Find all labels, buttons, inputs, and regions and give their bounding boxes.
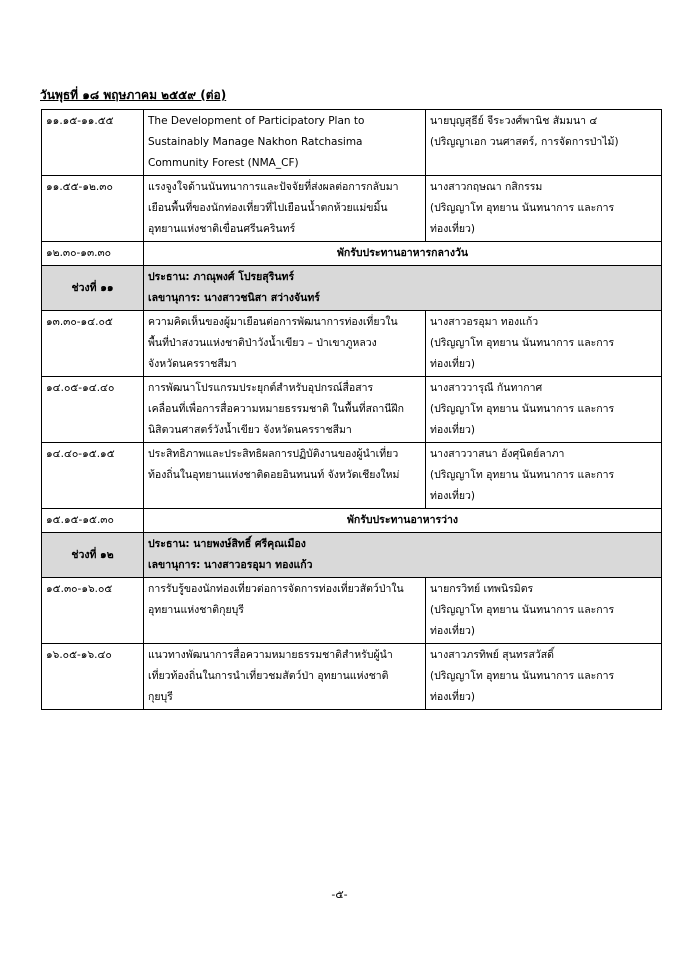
title-line: กุยบุรี [148, 691, 173, 703]
title-line: เคลื่อนที่เพื่อการสื่อความหมายธรรมชาติ ในพื้นที่สถานีฝึก [148, 403, 404, 415]
speaker-line: (ปริญญาโท อุทยาน นันทนาการ และการ [430, 604, 615, 616]
speaker-line: นายบุญสุธีย์ จีระวงศ์พานิช สัมมนา ๔ [430, 115, 598, 127]
table-row [42, 443, 662, 509]
speaker-line: ท่องเที่ยว) [430, 490, 476, 502]
page-number: -๕- [331, 888, 348, 901]
table-row [42, 644, 662, 710]
speaker-line: นางสาวอรอุมา ทองแก้ว [430, 316, 539, 328]
title-line: ความคิดเห็นของผู้มาเยือนต่อการพัฒนาการท่องเที่ยวใน [148, 316, 398, 328]
speaker-line: ท่องเที่ยว) [430, 358, 476, 370]
session-row [42, 533, 662, 578]
title-cell [144, 311, 426, 377]
title-cell [144, 176, 426, 242]
session-name: ช่วงที่ ๑๒ [42, 533, 144, 578]
speaker-cell [426, 176, 662, 242]
title-line: The Development of Participatory Plan to [148, 115, 365, 127]
title-line: เยือนพื้นที่ของนักท่องเที่ยวที่ไปเยือนน้ำตกห้วยแม่ขมิ้น [148, 202, 388, 214]
table-row [42, 311, 662, 377]
speaker-cell [426, 578, 662, 644]
time-cell: ๑๕.๓๐-๑๖.๐๕ [42, 578, 144, 644]
title-line: เที่ยวท้องถิ่นในการนำเที่ยวชมสัตว์ป่า อุทยานแห่งชาติ [148, 670, 389, 682]
title-line: การพัฒนาโปรแกรมประยุกต์สำหรับอุปกรณ์สื่อสาร [148, 382, 374, 394]
break-label: พักรับประทานอาหารกลางวัน [144, 242, 662, 266]
speaker-cell [426, 110, 662, 176]
session-secretary: เลขานุการ: นางสาวอรอุมา ทองแก้ว [148, 559, 313, 571]
session-secretary: เลขานุการ: นางสาวชนิสา สว่างจันทร์ [148, 292, 320, 304]
session-chair: ประธาน: ภาณุพงศ์ โปรยสุรินทร์ [148, 271, 295, 283]
time-cell: ๑๔.๐๕-๑๔.๔๐ [42, 377, 144, 443]
speaker-line: ท่องเที่ยว) [430, 223, 476, 235]
time-cell: ๑๖.๐๕-๑๖.๔๐ [42, 644, 144, 710]
speaker-line: ท่องเที่ยว) [430, 691, 476, 703]
title-line: Sustainably Manage Nakhon Ratchasima [148, 136, 363, 148]
title-line: การรับรู้ของนักท่องเที่ยวต่อการจัดการท่องเที่ยวสัตว์ป่าใน [148, 583, 404, 595]
speaker-line: นายกรวิทย์ เทพนิรมิตร [430, 583, 534, 595]
time-cell: ๑๑.๕๕-๑๒.๓๐ [42, 176, 144, 242]
speaker-cell [426, 644, 662, 710]
time-cell: ๑๔.๔๐-๑๕.๑๕ [42, 443, 144, 509]
speaker-line: (ปริญญาโท อุทยาน นันทนาการ และการ [430, 403, 615, 415]
table-row [42, 176, 662, 242]
session-info [144, 266, 662, 311]
speaker-line: ท่องเที่ยว) [430, 625, 476, 637]
session-row [42, 266, 662, 311]
speaker-line: (ปริญญาโท อุทยาน นันทนาการ และการ [430, 469, 615, 481]
speaker-line: (ปริญญาโท อุทยาน นันทนาการ และการ [430, 670, 615, 682]
break-row [42, 509, 662, 533]
time-cell: ๑๓.๓๐-๑๔.๐๕ [42, 311, 144, 377]
title-line: นิสิตวนศาสตร์วังน้ำเขียว จังหวัดนครราชสีมา [148, 424, 352, 436]
schedule-table [41, 109, 662, 710]
session-name: ช่วงที่ ๑๑ [42, 266, 144, 311]
title-cell [144, 644, 426, 710]
title-line: ท้องถิ่นในอุทยานแห่งชาติดอยอินทนนท์ จังหวัดเชียงใหม่ [148, 469, 400, 481]
session-chair: ประธาน: นายพงษ์สิทธิ์ ศรีคุณเมือง [148, 538, 306, 550]
break-row [42, 242, 662, 266]
title-line: อุทยานแห่งชาติกุยบุรี [148, 604, 244, 616]
title-cell [144, 377, 426, 443]
title-line: จังหวัดนครราชสีมา [148, 358, 237, 370]
title-cell [144, 443, 426, 509]
speaker-line: นางสาววาสนา อังศุนิตย์ลาภา [430, 448, 565, 460]
title-line: แรงจูงใจด้านนันทนาการและปัจจัยที่ส่งผลต่อการกลับมา [148, 181, 399, 193]
speaker-line: นางสาววารุณี กันทากาศ [430, 382, 543, 394]
speaker-line: (ปริญญาเอก วนศาสตร์, การจัดการป่าไม้) [430, 136, 619, 148]
time-cell: ๑๒.๓๐-๑๓.๓๐ [42, 242, 144, 266]
title-cell [144, 110, 426, 176]
title-line: อุทยานแห่งชาติเขื่อนศรีนครินทร์ [148, 223, 296, 235]
table-row [42, 110, 662, 176]
time-cell: ๑๑.๑๕-๑๑.๕๕ [42, 110, 144, 176]
time-cell: ๑๕.๑๕-๑๕.๓๐ [42, 509, 144, 533]
title-cell [144, 578, 426, 644]
speaker-line: (ปริญญาโท อุทยาน นันทนาการ และการ [430, 337, 615, 349]
table-row [42, 377, 662, 443]
day-heading: วันพุธที่ ๑๘ พฤษภาคม ๒๕๕๙ (ต่อ) [40, 88, 227, 102]
session-info [144, 533, 662, 578]
speaker-cell [426, 311, 662, 377]
title-line: Community Forest (NMA_CF) [148, 157, 299, 169]
speaker-cell [426, 377, 662, 443]
table-row [42, 578, 662, 644]
title-line: พื้นที่ป่าสงวนแห่งชาติป่าวังน้ำเขียว – ป่าเขาภูหลวง [148, 337, 377, 349]
speaker-line: นางสาวกฤษณา กสิกรรม [430, 181, 543, 193]
title-line: แนวทางพัฒนาการสื่อความหมายธรรมชาติสำหรับผู้นำ [148, 649, 393, 661]
speaker-line: ท่องเที่ยว) [430, 424, 476, 436]
speaker-line: (ปริญญาโท อุทยาน นันทนาการ และการ [430, 202, 615, 214]
title-line: ประสิทธิภาพและประสิทธิผลการปฏิบัติงานของผู้นำเที่ยว [148, 448, 399, 460]
speaker-cell [426, 443, 662, 509]
break-label: พักรับประทานอาหารว่าง [144, 509, 662, 533]
speaker-line: นางสาวภรทิพย์ สุนทรสวัสดิ์ [430, 649, 554, 661]
